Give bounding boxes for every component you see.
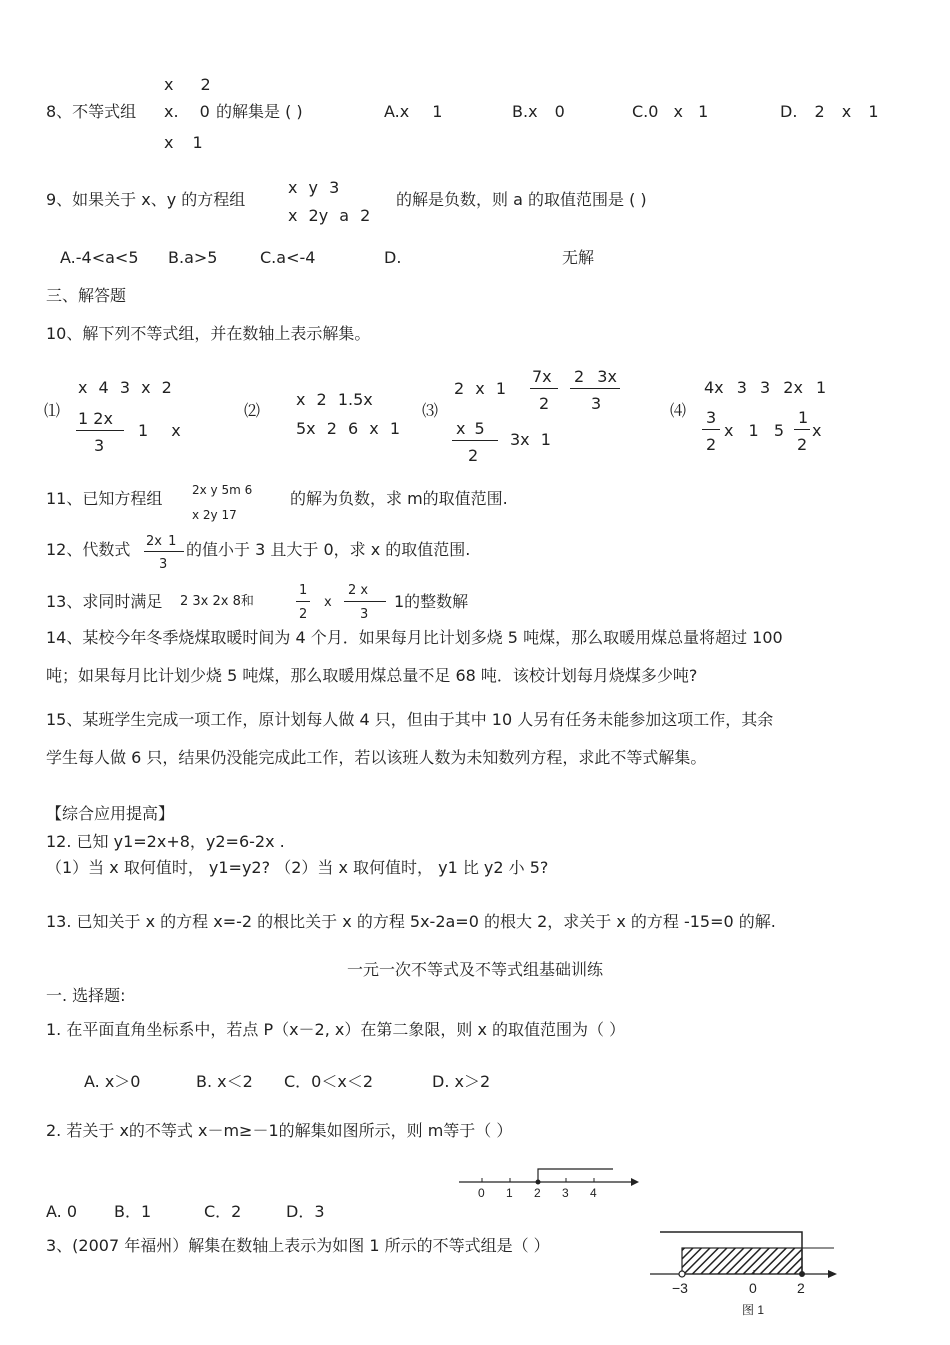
q3-hatched-solution	[682, 1248, 802, 1274]
q10-p3-frac1-bar	[530, 388, 558, 389]
advanced-heading: 【综合应用提高】	[46, 804, 175, 823]
q10-p1-frac-bar	[76, 430, 124, 431]
q14-line2: 吨；如果每月比计划少烧 5 吨煤，那么取暖用煤总量不足 68 吨．该校计划每月烧煤多少吨?	[46, 666, 698, 685]
q9-option-d: D.	[384, 248, 402, 267]
q10-p4-line2-mid: x 1 5	[724, 421, 784, 440]
advanced-q12-line2: （1）当 x 取何值时， y1=y2? （2）当 x 取何值时， y1 比 y2 小 5?	[46, 858, 549, 877]
q13-frac1-num: 1	[299, 583, 308, 598]
q12-label: 12、代数式	[46, 540, 131, 559]
q9-system-line1: x y 3	[288, 178, 340, 197]
q2-label-0: 0	[478, 1186, 485, 1200]
q10-p3-frac1-den: 2	[539, 394, 550, 413]
q10-p3-frac2-num: 2 3x	[574, 367, 617, 386]
q8-option-b: B.x 0	[512, 102, 565, 121]
q10-p4-frac1-bar	[702, 429, 720, 430]
q2-solid-point	[536, 1180, 541, 1185]
part2-q1-option-b: B. x＜2	[196, 1072, 253, 1091]
q11-label: 11、已知方程组	[46, 489, 163, 508]
q2-label-2: 2	[534, 1186, 541, 1200]
q10-p3-frac2-den: 3	[591, 394, 602, 413]
part2-q1-option-c: C．0＜x＜2	[284, 1072, 374, 1091]
q8-label: 8、不等式组	[46, 102, 137, 121]
q8-option-d: D. 2 x 1	[780, 102, 879, 121]
q8-option-c: C.0 x 1	[632, 102, 709, 121]
q9-after: 的解是负数，则 a 的取值范围是 ( )	[396, 190, 647, 209]
q11-system-line2: x 2y 17	[192, 508, 237, 522]
q10-p4-frac1-den: 2	[706, 435, 717, 454]
q13-frac2-bar	[344, 601, 386, 602]
q13-ineq1: 2 3x 2x 8和	[180, 594, 254, 609]
q3-figure-1	[646, 1226, 846, 1321]
q3-label-0: 0	[749, 1280, 757, 1296]
q10-p1-frac-num: 1 2x	[78, 409, 113, 428]
q10-p1-line1: x 4 3 x 2	[78, 378, 172, 397]
q13-frac1-den: 2	[299, 607, 308, 622]
q13-after: 1的整数解	[394, 592, 469, 611]
q10-p3-number: ⑶	[422, 401, 439, 420]
q8-system-line2: x. 0	[164, 102, 210, 121]
advanced-q13: 13. 已知关于 x 的方程 x=-2 的根比关于 x 的方程 5x-2a=0 的根大 2，求关于 x 的方程 -15=0 的解.	[46, 912, 776, 931]
q3-label-2: 2	[797, 1280, 805, 1296]
part2-section-heading: 一. 选择题:	[46, 986, 126, 1005]
q3-open-point	[679, 1271, 685, 1277]
q8-system-line1: x 2	[164, 75, 211, 94]
q12-frac-bar	[144, 551, 184, 552]
part2-q2: 2. 若关于 x的不等式 x－m≥－1的解集如图所示，则 m等于（ ）	[46, 1121, 513, 1140]
q13-frac2-num: 2 x	[348, 583, 369, 598]
part2-q2-option-d: D．3	[286, 1202, 325, 1221]
q13-label: 13、求同时满足	[46, 592, 163, 611]
part2-q3: 3、(2007 年福州）解集在数轴上表示为如图 1 所示的不等式组是（ ）	[46, 1236, 550, 1255]
q9-option-a: A.-4<a<5	[60, 248, 139, 267]
q10-p3-frac2-bar	[570, 388, 620, 389]
q10-p4-frac1-num: 3	[706, 408, 717, 427]
q12-frac-num: 2x 1	[146, 534, 177, 549]
q10-p4-line2-x: x	[812, 421, 822, 440]
q13-frac2-den: 3	[360, 607, 369, 622]
q10-p3-line1a: 2 x 1	[454, 379, 506, 398]
part2-q1: 1. 在平面直角坐标系中，若点 P（x－2, x）在第二象限，则 x 的取值范围为（ ）	[46, 1020, 626, 1039]
part2-q2-option-b: B．1	[114, 1202, 152, 1221]
part2-q2-option-c: C．2	[204, 1202, 242, 1221]
q10-p1-frac-den: 3	[94, 436, 105, 455]
q8-option-a: A.x 1	[384, 102, 443, 121]
part2-q1-option-d: D. x＞2	[432, 1072, 491, 1091]
q9-option-b: B.a>5	[168, 248, 218, 267]
q12-after: 的值小于 3 且大于 0，求 x 的取值范围.	[186, 540, 471, 559]
q10-p4-line1: 4x 3 3 2x 1	[704, 378, 827, 397]
q15-line2: 学生每人做 6 只，结果仍没能完成此工作，若以该班人数为未知数列方程，求此不等式解集。	[46, 748, 707, 767]
q3-axis-arrow	[828, 1270, 837, 1278]
q9-label: 9、如果关于 x、y 的方程组	[46, 190, 246, 209]
part2-q2-option-a: A. 0	[46, 1202, 78, 1221]
q11-system-line1: 2x y 5m 6	[192, 483, 253, 497]
q3-label-neg3: −3	[672, 1280, 688, 1296]
q9-system-line2: x 2y a 2	[288, 206, 371, 225]
part2-title: 一元一次不等式及不等式组基础训练	[346, 960, 603, 979]
q8-system-line3: x 1	[164, 133, 203, 152]
q9-option-d-text: 无解	[562, 248, 595, 267]
q2-label-1: 1	[506, 1186, 513, 1200]
q10-p1-line2-rest: 1 x	[138, 421, 181, 440]
q2-number-line	[455, 1160, 645, 1200]
q10-stem: 10、解下列不等式组，并在数轴上表示解集。	[46, 324, 371, 343]
q12-frac-den: 3	[159, 557, 168, 572]
q10-p3-frac3-bar	[452, 440, 498, 441]
q2-axis-arrow	[631, 1178, 639, 1186]
q10-p2-number: ⑵	[244, 401, 261, 420]
q10-p4-frac2-num: 1	[798, 408, 809, 427]
q10-p3-frac3-den: 2	[468, 446, 479, 465]
q14-line1: 14、某校今年冬季烧煤取暖时间为 4 个月．如果每月比计划多烧 5 吨煤，那么取暖用煤总量将超过 100	[46, 628, 783, 647]
section-3-heading: 三、解答题	[46, 286, 127, 305]
part2-q1-option-a: A. x＞0	[84, 1072, 141, 1091]
q10-p2-line1: x 2 1.5x	[296, 390, 373, 409]
q11-after: 的解为负数，求 m的取值范围.	[290, 489, 508, 508]
q2-solution-ray	[538, 1169, 613, 1182]
q2-label-4: 4	[590, 1186, 597, 1200]
q10-p4-frac2-den: 2	[797, 435, 808, 454]
q10-p3-frac1-num: 7x	[532, 367, 552, 386]
q3-caption: 图 1	[742, 1303, 765, 1317]
q10-p3-frac3-num: x 5	[456, 419, 485, 438]
q10-p4-number: ⑷	[670, 401, 687, 420]
q10-p1-number: ⑴	[44, 401, 61, 420]
q9-option-c: C.a<-4	[260, 248, 316, 267]
q2-label-3: 3	[562, 1186, 569, 1200]
q15-line1: 15、某班学生完成一项工作，原计划每人做 4 只，但由于其中 10 人另有任务未能参加这项工作，其余	[46, 710, 774, 729]
q8-after: 的解集是 ( )	[216, 102, 303, 121]
q13-frac1-bar	[296, 601, 310, 602]
q10-p3-line2-rest: 3x 1	[510, 430, 551, 449]
advanced-q12-line1: 12. 已知 y1=2x+8，y2=6-2x .	[46, 832, 285, 851]
q3-solid-point	[799, 1271, 805, 1277]
q10-p2-line2: 5x 2 6 x 1	[296, 419, 400, 438]
q10-p4-frac2-bar	[794, 429, 810, 430]
q13-x: x	[324, 595, 332, 610]
